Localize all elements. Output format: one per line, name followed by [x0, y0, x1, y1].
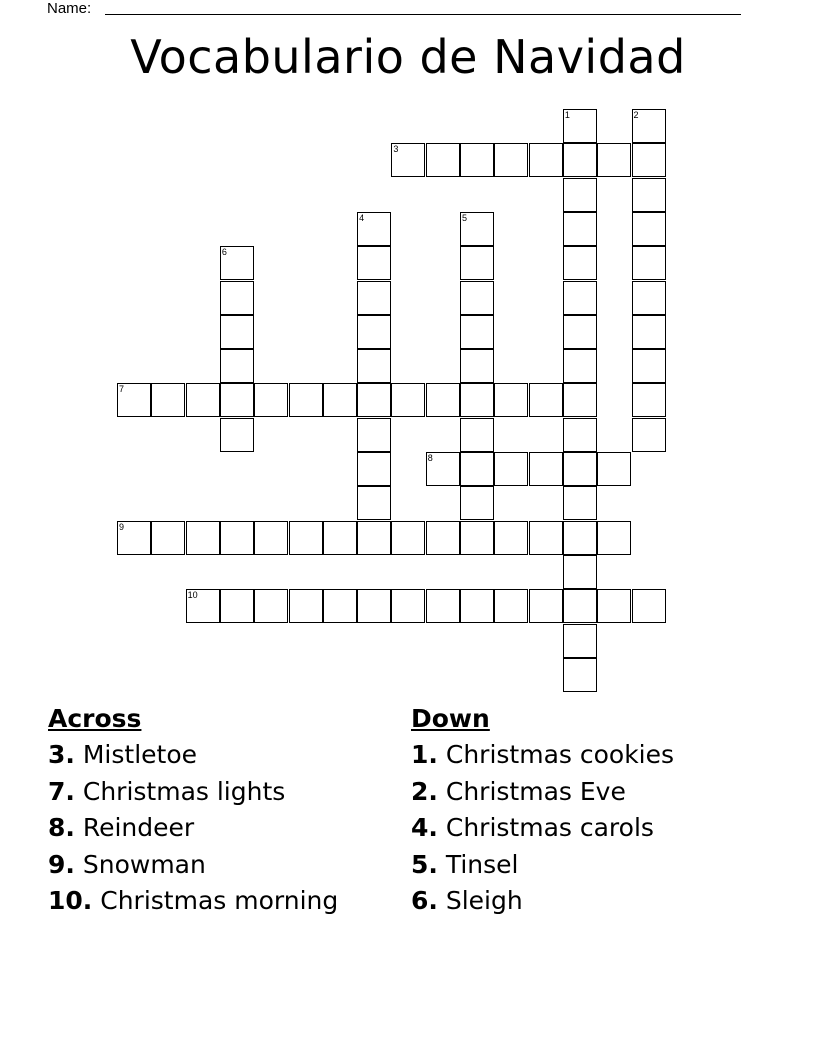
cell-number: 10: [187, 590, 198, 601]
crossword-cell[interactable]: [563, 281, 597, 315]
clue-text: Christmas morning: [100, 886, 339, 916]
crossword-cell[interactable]: [563, 178, 597, 212]
crossword-cell[interactable]: [632, 212, 666, 246]
crossword-cell[interactable]: [460, 315, 494, 349]
crossword-cell[interactable]: [186, 589, 220, 623]
crossword-cell[interactable]: [529, 383, 563, 417]
clue-text: Sleigh: [445, 886, 523, 916]
crossword-cell[interactable]: [563, 315, 597, 349]
cell-number: 9: [119, 521, 125, 532]
crossword-cell[interactable]: [186, 521, 220, 555]
crossword-cell[interactable]: [357, 589, 391, 623]
crossword-cell[interactable]: [563, 521, 597, 555]
crossword-cell[interactable]: [632, 178, 666, 212]
crossword-cell[interactable]: [323, 521, 357, 555]
down-clue: [411, 810, 674, 847]
across-clues: [48, 701, 338, 920]
crossword-cell[interactable]: [357, 315, 391, 349]
crossword-cell[interactable]: [494, 589, 528, 623]
across-clue: [48, 883, 338, 920]
crossword-cell[interactable]: [597, 521, 631, 555]
crossword-cell[interactable]: [357, 212, 391, 246]
crossword-cell[interactable]: [460, 246, 494, 280]
crossword-cell[interactable]: [426, 383, 460, 417]
clue-text: Mistletoe: [82, 740, 198, 769]
down-heading: Down: [411, 704, 490, 733]
crossword-cell[interactable]: [632, 383, 666, 417]
crossword-cell[interactable]: [460, 486, 494, 520]
crossword-cell[interactable]: [254, 521, 288, 555]
clue-number: 6.: [411, 886, 438, 916]
crossword-cell[interactable]: [220, 315, 254, 349]
crossword-cell[interactable]: [151, 383, 185, 417]
clue-text: Snowman: [82, 849, 206, 879]
cell-number: 7: [119, 384, 125, 395]
crossword-cell[interactable]: [597, 143, 631, 177]
cell-number: 1: [564, 110, 570, 120]
crossword-cell[interactable]: [563, 246, 597, 280]
crossword-cell[interactable]: [117, 383, 151, 417]
cell-number: 3: [393, 144, 399, 155]
page-title: Vocabulario de Navidad: [130, 30, 686, 84]
crossword-cell[interactable]: [357, 349, 391, 383]
cell-number: 5: [462, 212, 468, 223]
crossword-cell[interactable]: [151, 521, 185, 555]
crossword-cell[interactable]: [563, 486, 597, 520]
clue-number: 2.: [411, 776, 438, 806]
crossword-cell[interactable]: [494, 383, 528, 417]
cell-number: 6: [221, 247, 227, 258]
crossword-cell[interactable]: [494, 521, 528, 555]
crossword-cell[interactable]: [494, 143, 528, 177]
crossword-cell[interactable]: [460, 418, 494, 452]
crossword-cell[interactable]: [357, 486, 391, 520]
clue-number: 10.: [48, 886, 93, 916]
down-clue: [411, 774, 674, 811]
across-heading: Across: [48, 704, 142, 733]
crossword-cell[interactable]: [460, 349, 494, 383]
crossword-cell[interactable]: [632, 143, 666, 177]
crossword-cell[interactable]: [632, 349, 666, 383]
crossword-cell[interactable]: [186, 383, 220, 417]
across-clue: [48, 737, 338, 774]
crossword-cell[interactable]: [563, 555, 597, 589]
crossword-cell[interactable]: [460, 143, 494, 177]
crossword-cell[interactable]: [563, 349, 597, 383]
crossword-cell[interactable]: [220, 521, 254, 555]
crossword-cell[interactable]: [323, 589, 357, 623]
crossword-cell[interactable]: [563, 589, 597, 623]
crossword-cell[interactable]: [220, 589, 254, 623]
crossword-cell[interactable]: [563, 383, 597, 417]
clue-number: 3.: [48, 740, 75, 769]
crossword-cell[interactable]: [357, 452, 391, 486]
crossword-cell[interactable]: [220, 418, 254, 452]
crossword-cell[interactable]: [426, 521, 460, 555]
cell-number: 2: [633, 110, 639, 120]
cell-number: 8: [427, 453, 433, 463]
crossword-cell[interactable]: [632, 315, 666, 349]
crossword-cell[interactable]: [391, 143, 425, 177]
clue-text: Christmas Eve: [445, 776, 626, 806]
crossword-cell[interactable]: [632, 281, 666, 315]
clue-text: Christmas carols: [445, 813, 654, 843]
clue-number: 8.: [48, 813, 75, 843]
crossword-cell[interactable]: [632, 109, 666, 143]
crossword-cell[interactable]: [563, 109, 597, 143]
crossword-cell[interactable]: [357, 281, 391, 315]
crossword-cell[interactable]: [426, 143, 460, 177]
clue-number: 5.: [411, 849, 438, 879]
crossword-cell[interactable]: [254, 589, 288, 623]
crossword-cell[interactable]: [632, 589, 666, 623]
crossword-cell[interactable]: [597, 452, 631, 486]
crossword-cell[interactable]: [426, 452, 460, 486]
clue-text: Christmas lights: [82, 776, 286, 806]
clue-number: 1.: [411, 740, 438, 769]
crossword-cell[interactable]: [460, 383, 494, 417]
crossword-cell[interactable]: [563, 212, 597, 246]
clue-text: Christmas cookies: [445, 740, 675, 769]
crossword-cell[interactable]: [289, 383, 323, 417]
clue-text: Tinsel: [445, 849, 519, 879]
name-label: Name:: [47, 0, 92, 17]
crossword-cell[interactable]: [632, 246, 666, 280]
crossword-cell[interactable]: [597, 589, 631, 623]
crossword-cell[interactable]: [254, 383, 288, 417]
crossword-cell[interactable]: [391, 521, 425, 555]
crossword-cell[interactable]: [529, 521, 563, 555]
crossword-cell[interactable]: [460, 452, 494, 486]
crossword-cell[interactable]: [391, 589, 425, 623]
crossword-cell[interactable]: [563, 658, 597, 692]
crossword-cell[interactable]: [357, 418, 391, 452]
crossword-cell[interactable]: [563, 624, 597, 658]
crossword-cell[interactable]: [357, 383, 391, 417]
crossword-cell[interactable]: [563, 143, 597, 177]
across-clue: [48, 847, 338, 884]
crossword-cell[interactable]: [494, 452, 528, 486]
crossword-cell[interactable]: [289, 521, 323, 555]
crossword-cell[interactable]: [460, 281, 494, 315]
down-clue: [411, 883, 674, 920]
across-clue: [48, 810, 338, 847]
crossword-cell[interactable]: [220, 246, 254, 280]
crossword-cell[interactable]: [391, 383, 425, 417]
crossword-cell[interactable]: [632, 418, 666, 452]
crossword-cell[interactable]: [460, 521, 494, 555]
clue-number: 4.: [411, 813, 438, 843]
down-clue: [411, 847, 674, 884]
down-clues: [411, 701, 674, 920]
crossword-cell[interactable]: [220, 281, 254, 315]
crossword-cell[interactable]: [529, 589, 563, 623]
crossword-cell[interactable]: [460, 212, 494, 246]
crossword-cell[interactable]: [529, 143, 563, 177]
crossword-cell[interactable]: [529, 452, 563, 486]
crossword-cell[interactable]: [460, 589, 494, 623]
clue-text: Reindeer: [82, 813, 195, 843]
crossword-cell[interactable]: [323, 383, 357, 417]
crossword-cell[interactable]: [289, 589, 323, 623]
crossword-cell[interactable]: [117, 521, 151, 555]
clue-number: 9.: [48, 849, 75, 879]
crossword-cell[interactable]: [220, 383, 254, 417]
crossword-cell[interactable]: [426, 589, 460, 623]
across-clue: [48, 774, 338, 811]
down-clue: [411, 737, 674, 774]
crossword-cell[interactable]: [563, 418, 597, 452]
cell-number: 4: [359, 212, 365, 223]
clue-number: 7.: [48, 776, 75, 806]
crossword-cell[interactable]: [220, 349, 254, 383]
crossword-cell[interactable]: [563, 452, 597, 486]
crossword-cell[interactable]: [357, 521, 391, 555]
crossword-cell[interactable]: [357, 246, 391, 280]
